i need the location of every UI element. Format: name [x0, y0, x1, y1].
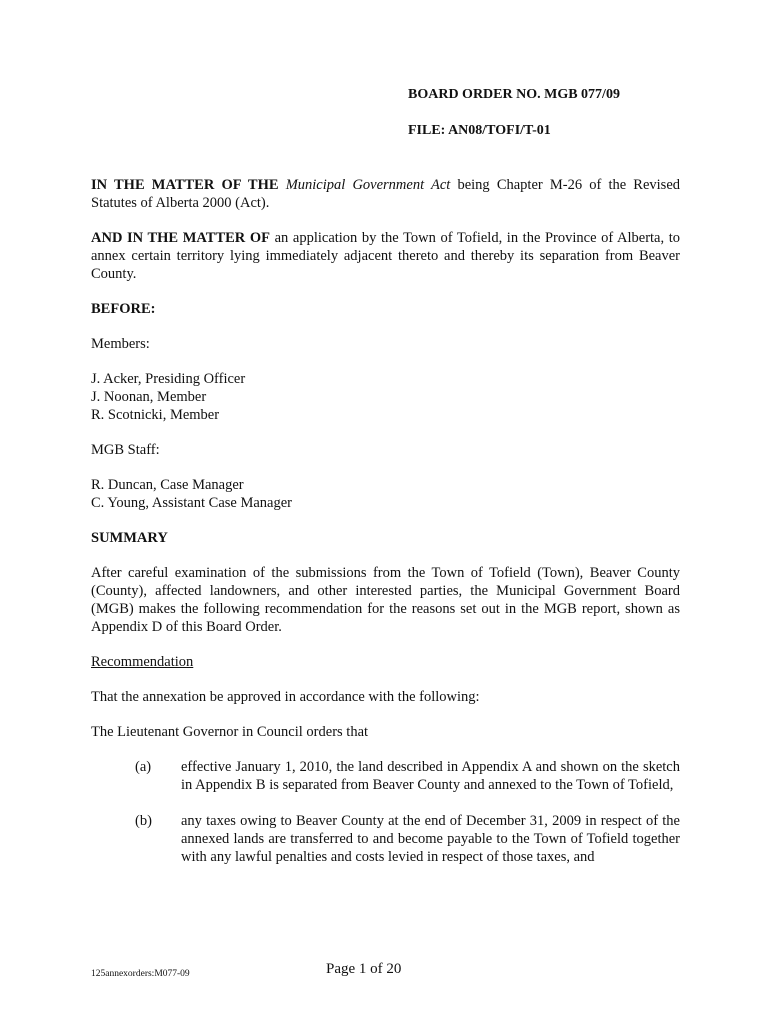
matter-rest: being Chapter M-26 of the Revised Statutes of Alberta 2000 (Act). — [91, 177, 681, 211]
order-item-text: any taxes owing to Beaver County at the end of December 31, 2009 in respect of the annexed lands are transferred to and become payable to the Town of Tofield together with any lawful penalties and costs levied in respect of those taxes, and — [181, 813, 680, 865]
matter-lead-2: AND IN THE MATTER OF — [91, 230, 270, 246]
order-item-label: (a) — [135, 759, 152, 775]
matter-rest-2: an application by the Town of Tofield, in the Province of Alberta, to annex certain territory lying immediately adjacent thereto and thereby its separation from Beaver County. — [91, 230, 680, 282]
summary-paragraph: After careful examination of the submissions from the Town of Tofield (Town), Beaver County (County), affected landowners, and other interested parties, the Municipal Government Board (MGB) makes the following recommendation for the reasons set out in the MGB report, shown as Appendix D of this Board Order. — [91, 565, 680, 635]
recommendation-intro: That the annexation be approved in accordance with the following: — [91, 689, 480, 705]
footer-file-reference: 125annexorders:M077-09 — [91, 969, 190, 979]
order-item — [91, 812, 680, 866]
order-item — [91, 758, 680, 794]
summary-heading: SUMMARY — [91, 530, 168, 546]
member-item: J. Noonan, Member — [91, 389, 207, 405]
staff-item: C. Young, Assistant Case Manager — [91, 495, 292, 511]
member-item: J. Acker, Presiding Officer — [91, 371, 246, 387]
members-list — [91, 370, 680, 424]
staff-item: R. Duncan, Case Manager — [91, 477, 244, 493]
order-item-label: (b) — [135, 813, 152, 829]
order-header — [408, 86, 620, 140]
before-heading: BEFORE: — [91, 301, 156, 317]
members-label: Members: — [91, 336, 150, 352]
order-item-text: effective January 1, 2010, the land described in Appendix A and shown on the sketch in Appendix B is separated from Beaver County and annexed to the Town of Tofield, — [181, 759, 680, 793]
matter-paragraph-act — [91, 176, 680, 212]
matter-paragraph-application — [91, 229, 680, 283]
document-body — [91, 176, 680, 884]
staff-label: MGB Staff: — [91, 442, 160, 458]
orders-intro: The Lieutenant Governor in Council orders that — [91, 724, 369, 740]
board-order-number: BOARD ORDER NO. MGB 077/09 — [408, 87, 620, 102]
member-item: R. Scotnicki, Member — [91, 407, 220, 423]
page-footer — [0, 960, 770, 980]
act-name: Municipal Government Act — [285, 177, 451, 193]
recommendation-heading: Recommendation — [91, 654, 194, 670]
staff-list — [91, 476, 680, 512]
file-number: FILE: AN08/TOFI/T-01 — [408, 123, 551, 138]
page-number: Page 1 of 20 — [326, 961, 402, 977]
matter-lead: IN THE MATTER OF THE — [91, 177, 286, 193]
